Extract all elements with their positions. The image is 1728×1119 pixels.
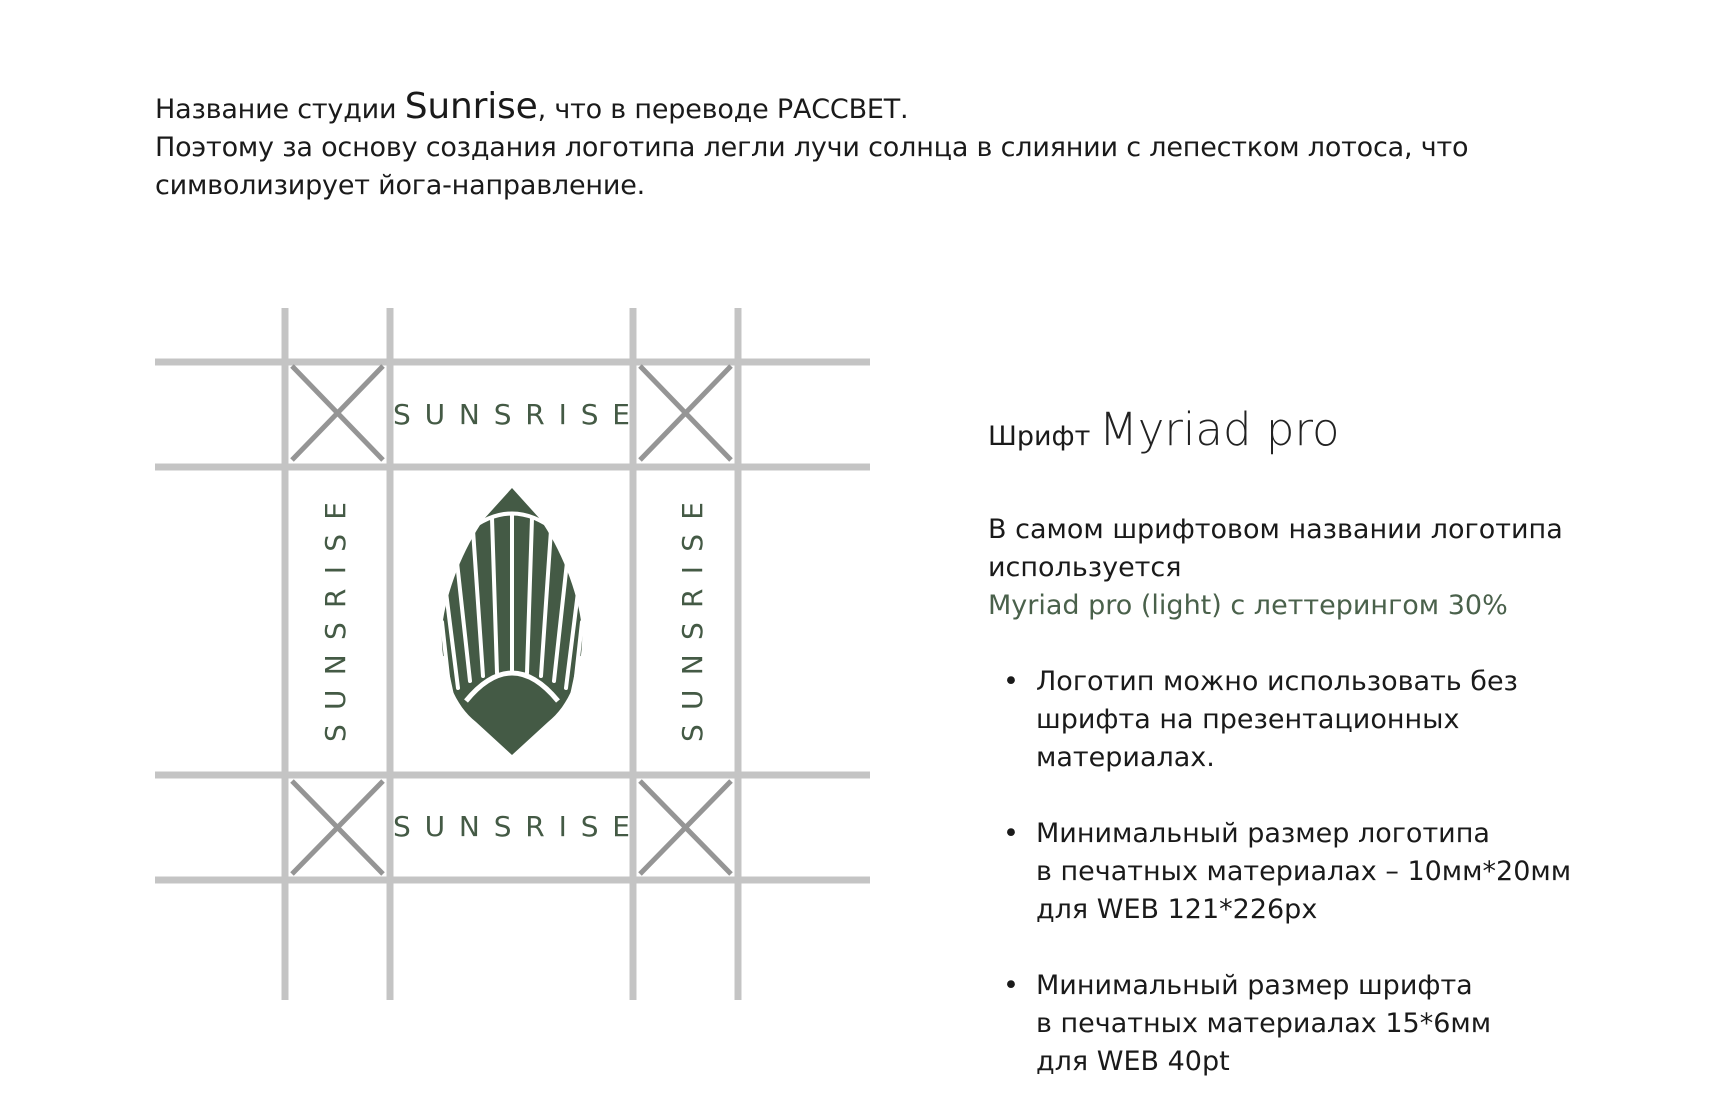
list-item-line: для WEB 40pt <box>1036 1046 1230 1077</box>
bullet-icon: • <box>1003 666 1019 697</box>
list-item-line: материалах. <box>1036 742 1215 773</box>
list-item-line: шрифта на презентационных <box>1036 704 1460 735</box>
list-item-line: в печатных материалах – 10мм*20мм <box>1036 856 1572 887</box>
font-description-line-2: используется <box>988 552 1182 583</box>
cross-mark-top-right <box>640 366 731 460</box>
wordmark-top: SUNSRISE <box>393 398 630 431</box>
list-item <box>988 967 1688 1081</box>
list-item <box>988 815 1688 929</box>
list-item-line: Минимальный размер шрифта <box>1036 970 1473 1001</box>
font-label: Шрифт <box>988 421 1091 452</box>
cross-mark-bottom-left <box>292 781 383 874</box>
font-name: Myriad pro <box>1098 403 1340 456</box>
list-item-line: для WEB 121*226px <box>1036 894 1318 925</box>
font-title <box>988 400 1688 467</box>
usage-rules-list <box>988 663 1688 1081</box>
list-item-line: Логотип можно использовать без <box>1036 666 1518 697</box>
intro-text-end: , что в переводе РАССВЕТ. <box>537 94 909 125</box>
font-description-line-1: В самом шрифтовом названии логотипа <box>988 514 1563 545</box>
wordmark-left-vertical: SUNSRISE <box>319 502 352 742</box>
intro-text-start: Название студии <box>155 94 405 125</box>
cross-mark-bottom-right <box>640 781 731 874</box>
intro-paragraph-2: Поэтому за основу создания логотипа легли лучи солнца в слиянии с лепестком лотоса, что символизирует йога-направление. <box>155 132 1469 201</box>
lotus-sun-icon <box>442 488 582 755</box>
cross-mark-top-left <box>292 366 383 460</box>
wordmark-right-vertical: SUNSRISE <box>676 502 709 742</box>
font-description <box>988 511 1688 625</box>
list-item <box>988 663 1688 777</box>
list-item-line: Минимальный размер логотипа <box>1036 818 1490 849</box>
bullet-icon: • <box>1003 970 1019 1001</box>
bullet-icon: • <box>1003 818 1019 849</box>
wordmark-bottom: SUNSRISE <box>393 810 630 843</box>
font-description-accent: Myriad pro (light) с леттерингом 30% <box>988 590 1508 621</box>
font-info-panel <box>988 400 1688 1119</box>
list-item-line: в печатных материалах 15*6мм <box>1036 1008 1492 1039</box>
brand-name: Sunrise <box>404 86 538 127</box>
